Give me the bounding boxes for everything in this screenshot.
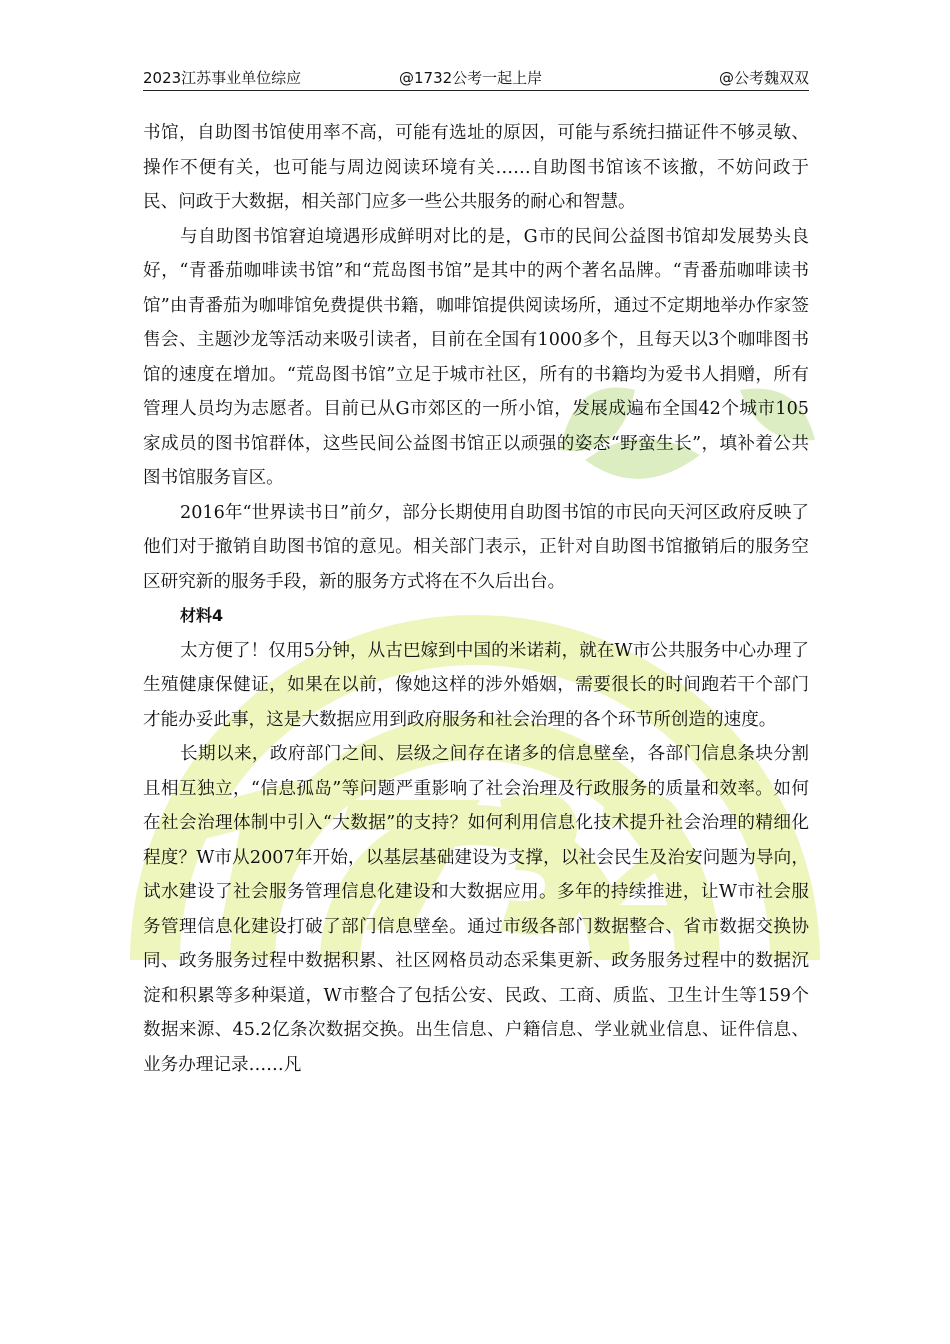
header-right-text: @公考魏双双 xyxy=(718,69,809,87)
paragraph-private-libraries: 与自助图书馆窘迫境遇形成鲜明对比的是，G市的民间公益图书馆却发展势头良好，“青番茄咖啡读书馆”和“荒岛图书馆”是其中的两个著名品牌。“青番茄咖啡读书馆”由青番茄为咖啡馆免费提供书籍，咖啡馆提供阅读场所，通过不定期地举办作家签售会、主题沙龙等活动来吸引读者，目前在全国有1000多个，且每天以3个咖啡图书馆的速度在增加。“荒岛图书馆”立足于城市社区，所有的书籍均为爱书人捐赠，所有管理人员均为志愿者。目前已从G市郊区的一所小馆，发展成遍布全国42个城市105家成员的图书馆群体，这些民间公益图书馆正以顽强的姿态“野蛮生长”，填补着公共图书馆服务盲区。 xyxy=(143,226,809,488)
page-header xyxy=(143,64,809,91)
header-center-text: @1732公考一起上岸 xyxy=(399,69,543,87)
paragraph-big-data: 长期以来，政府部门之间、层级之间存在诸多的信息壁垒，各部门信息条块分割且相互独立，“信息孤岛”等问题严重影响了社会治理及行政服务的质量和效率。如何在社会治理体制中引入“大数据”的支持？如何利用信息化技术提升社会治理的精细化程度？W市从2007年开始，以基层基础建设为支撑，以社会民生及治安问题为导向，试水建设了社会服务管理信息化建设和大数据应用。多年的持续推进，让W市社会服务管理信息化建设打破了部门信息壁垒。通过市级各部门数据整合、省市数据交换协同、政务服务过程中数据积累、社区网格员动态采集更新、政务服务过程中的数据沉淀和积累等多种渠道，W市整合了包括公安、民政、工商、质监、卫生计生等159个数据来源、45.2亿条次数据交换。出生信息、户籍信息、学业就业信息、证件信息、业务办理记录……凡 xyxy=(143,744,809,1075)
paragraph-reading-day: 2016年“世界读书日”前夕，部分长期使用自助图书馆的市民向天河区政府反映了他们对于撤销自助图书馆的意见。相关部门表示，正针对自助图书馆撤销后的服务空区研究新的服务手段，新的服务方式将在不久后出台。 xyxy=(143,502,809,592)
paragraph-continuation: 书馆，自助图书馆使用率不高，可能有选址的原因，可能与系统扫描证件不够灵敏、操作不便有关，也可能与周边阅读环境有关……自助图书馆该不该撤，不妨问政于民、问政于大数据，相关部门应多一些公共服务的耐心和智慧。 xyxy=(143,123,809,212)
document-body xyxy=(143,116,809,1082)
paragraph-convenience: 太方便了！仅用5分钟，从古巴嫁到中国的米诺莉，就在W市公共服务中心办理了生殖健康保健证，如果在以前，像她这样的涉外婚姻，需要很长的时间跑若干个部门才能办妥此事，这是大数据应用到政府服务和社会治理的各个环节所创造的速度。 xyxy=(143,640,809,730)
header-left-text: 2023江苏事业单位综应 xyxy=(143,69,302,87)
material-heading: 材料4 xyxy=(180,606,224,625)
